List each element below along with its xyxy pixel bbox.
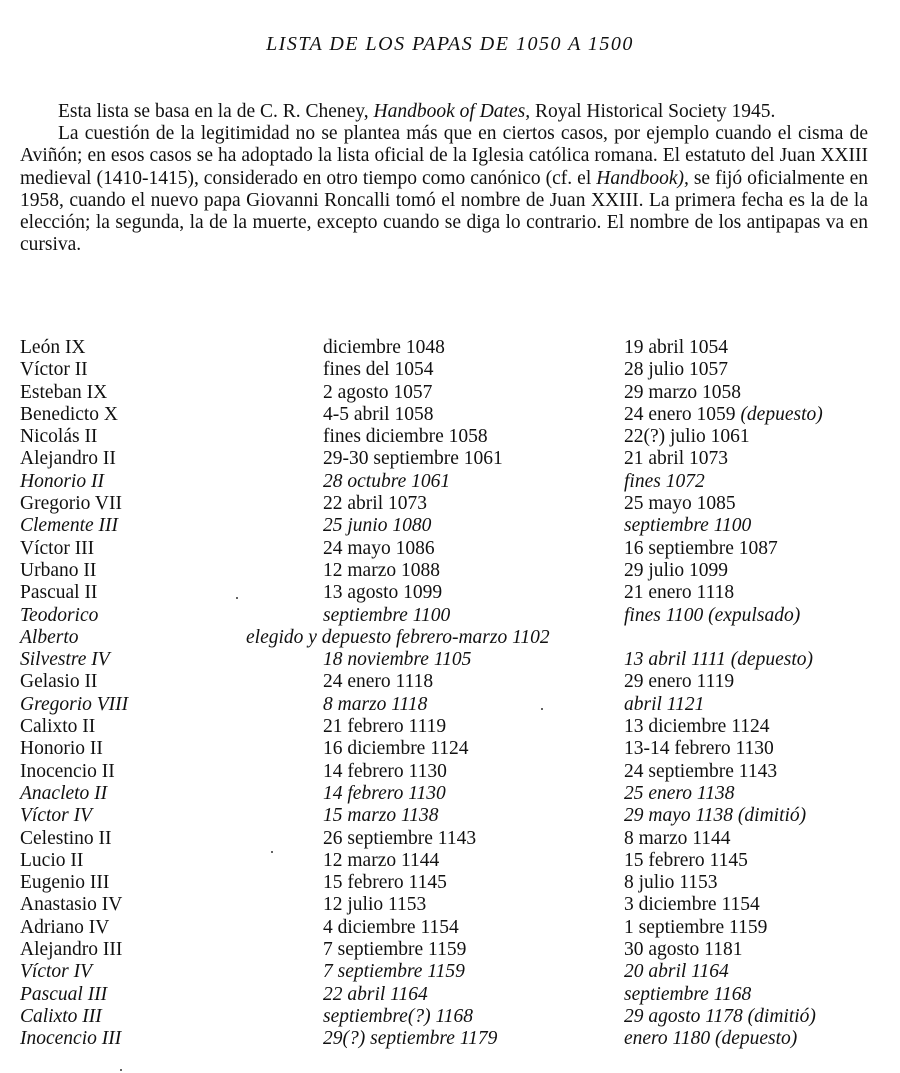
pope-start-date: diciembre 1048 (323, 337, 445, 358)
pope-name: Honorio II (20, 738, 103, 760)
pope-name: Calixto III (20, 1005, 102, 1027)
pope-end-date (624, 538, 778, 560)
pope-row (0, 671, 900, 693)
pope-row (0, 1028, 900, 1050)
pope-start-date: 22 abril 1073 (323, 493, 427, 515)
pope-name: Gregorio VIII (20, 693, 129, 715)
pope-name: Gelasio II (20, 671, 98, 693)
pope-end-date-text: 21 enero 1118 (624, 582, 735, 604)
pope-end-date (624, 1006, 816, 1028)
pope-name: Celestino II (20, 827, 112, 849)
pope-name: Clemente III (20, 515, 118, 537)
pope-end-note: (depuesto) (740, 403, 823, 425)
pope-row (0, 1006, 900, 1028)
pope-end-date (624, 961, 729, 983)
pope-end-date-text: 29 agosto 1178 (dimitió) (624, 1005, 816, 1027)
intro-p1-text-c: Royal Historical Society 1945. (530, 101, 776, 122)
pope-end-date-text: 1 septiembre 1159 (624, 916, 768, 938)
pope-end-date (624, 582, 734, 604)
pope-start-date: 29(?) septiembre 1179 (323, 1028, 498, 1050)
pope-start-date: 29-30 septiembre 1061 (323, 448, 503, 470)
pope-end-date-text: 24 septiembre 1143 (624, 760, 778, 782)
pope-row (0, 872, 900, 894)
pope-end-date-text: septiembre 1100 (624, 515, 752, 537)
pope-end-date (624, 426, 750, 448)
pope-row (0, 605, 900, 627)
pope-name: Nicolás II (20, 426, 98, 448)
pope-name: Pascual III (20, 983, 108, 1005)
pope-end-date-text: 29 mayo 1138 (dimitió) (624, 805, 807, 827)
pope-row (0, 404, 900, 426)
pope-end-date-text: septiembre 1168 (624, 983, 752, 1005)
pope-name: Inocencio II (20, 760, 115, 782)
pope-end-date-text: fines 1072 (624, 470, 705, 492)
pope-end-date (624, 359, 728, 381)
intro-p1-text-a: Esta lista se basa en la de C. R. Cheney, (58, 101, 374, 122)
pope-end-date (624, 694, 704, 716)
pope-name: Víctor II (20, 359, 88, 381)
pope-row (0, 560, 900, 582)
pope-row (0, 716, 900, 738)
pope-start-date: 7 septiembre 1159 (323, 961, 465, 983)
pope-end-date-text: 19 abril 1054 (624, 337, 728, 358)
pope-end-date (624, 1028, 797, 1050)
pope-end-date (624, 917, 767, 939)
pope-row (0, 783, 900, 805)
print-speck (236, 597, 238, 599)
pope-end-date-text: 30 agosto 1181 (624, 939, 743, 961)
print-speck (120, 1069, 122, 1071)
pope-start-date: elegido y depuesto febrero-marzo 1102 (246, 626, 550, 648)
pope-name: Benedicto X (20, 403, 119, 425)
pope-name: Alberto (20, 626, 79, 648)
pope-end-date (624, 761, 777, 783)
pope-name: Honorio II (20, 470, 104, 492)
pope-start-date: 25 junio 1080 (323, 515, 432, 537)
pope-start-date: fines del 1054 (323, 359, 434, 381)
pope-end-date-text: 13 abril 1111 (depuesto) (624, 649, 814, 671)
pope-row (0, 382, 900, 404)
pope-name: Anastasio IV (20, 894, 123, 916)
pope-end-date (624, 984, 751, 1006)
pope-end-date (624, 649, 813, 671)
pope-name: Calixto II (20, 716, 96, 738)
pope-start-date: 12 julio 1153 (323, 894, 427, 916)
pope-name: Anacleto II (20, 782, 108, 804)
pope-row (0, 627, 900, 649)
pope-name: Eugenio III (20, 872, 110, 894)
page-title: LISTA DE LOS PAPAS DE 1050 A 1500 (266, 33, 634, 55)
print-speck (271, 851, 273, 853)
pope-row (0, 471, 900, 493)
pope-end-date-text: 25 mayo 1085 (624, 493, 736, 515)
pope-end-date (624, 471, 705, 493)
pope-name: Alejandro II (20, 448, 116, 470)
pope-start-date: 2 agosto 1057 (323, 381, 433, 403)
pope-end-date-text: abril 1121 (624, 693, 705, 715)
pope-start-date: 4-5 abril 1058 (323, 403, 434, 425)
pope-start-date: 18 noviembre 1105 (323, 649, 472, 671)
print-speck (541, 708, 543, 710)
pope-end-date (624, 605, 800, 627)
pope-end-date-text: 13 diciembre 1124 (624, 716, 770, 738)
pope-end-date (624, 738, 774, 760)
pope-row (0, 805, 900, 827)
pope-start-date: 21 febrero 1119 (323, 716, 447, 738)
pope-row (0, 337, 900, 359)
pope-name: León IX (20, 337, 86, 358)
pope-end-date (624, 828, 731, 850)
pope-start-date: fines diciembre 1058 (323, 426, 488, 448)
pope-end-date (624, 448, 728, 470)
intro-text (20, 101, 868, 256)
pope-row (0, 917, 900, 939)
pope-start-date: 15 marzo 1138 (323, 805, 439, 827)
pope-start-date: 12 marzo 1144 (323, 849, 440, 871)
pope-start-date: 22 abril 1164 (323, 983, 428, 1005)
pope-end-date-text: 29 enero 1119 (624, 671, 735, 693)
pope-end-date-text: 29 julio 1099 (624, 559, 729, 581)
pope-start-date: 4 diciembre 1154 (323, 916, 459, 938)
pope-row (0, 894, 900, 916)
pope-start-date: 26 septiembre 1143 (323, 827, 477, 849)
pope-end-date (624, 872, 718, 894)
pope-end-date-text: 20 abril 1164 (624, 961, 729, 983)
pope-row (0, 761, 900, 783)
pope-end-date-text: 8 marzo 1144 (624, 827, 731, 849)
pope-end-date-text: 16 septiembre 1087 (624, 537, 778, 559)
pope-start-date: 12 marzo 1088 (323, 559, 440, 581)
pope-end-date-text: 15 febrero 1145 (624, 849, 748, 871)
pope-row (0, 828, 900, 850)
pope-start-date: 28 octubre 1061 (323, 470, 451, 492)
pope-row (0, 649, 900, 671)
pope-name: Víctor IV (20, 805, 93, 827)
pope-start-date: 7 septiembre 1159 (323, 939, 467, 961)
pope-row (0, 515, 900, 537)
pope-row (0, 961, 900, 983)
pope-start-date: 8 marzo 1118 (323, 693, 428, 715)
pope-start-date: 16 diciembre 1124 (323, 738, 469, 760)
pope-end-date (624, 783, 734, 805)
pope-start-date: septiembre 1100 (323, 604, 451, 626)
pope-start-date: 24 mayo 1086 (323, 537, 435, 559)
pope-row (0, 850, 900, 872)
pope-end-date (624, 716, 770, 738)
pope-row (0, 939, 900, 961)
pope-end-date-text: 25 enero 1138 (624, 782, 735, 804)
pope-end-date-text: 21 abril 1073 (624, 448, 728, 470)
pope-start-date: septiembre(?) 1168 (323, 1005, 474, 1027)
pope-start-date: 14 febrero 1130 (323, 760, 447, 782)
pope-end-date (624, 805, 806, 827)
pope-row (0, 493, 900, 515)
pope-end-date-text: 28 julio 1057 (624, 359, 729, 381)
pope-row (0, 694, 900, 716)
pope-end-date-text: 29 marzo 1058 (624, 381, 741, 403)
pope-start-date: 24 enero 1118 (323, 671, 434, 693)
pope-end-date-text: 8 julio 1153 (624, 872, 718, 894)
pope-row (0, 448, 900, 470)
pope-name: Teodorico (20, 604, 99, 626)
intro-p1-book-title: Handbook of Dates, (373, 101, 531, 122)
popes-list (0, 337, 900, 1051)
pope-start-date: 15 febrero 1145 (323, 872, 447, 894)
intro-p2-book-title: Handbook), (596, 167, 689, 189)
pope-start-date: 13 agosto 1099 (323, 582, 443, 604)
pope-end-date (624, 560, 728, 582)
pope-row (0, 426, 900, 448)
pope-end-date (624, 515, 751, 537)
pope-name: Pascual II (20, 582, 98, 604)
pope-row (0, 984, 900, 1006)
intro-p2-text-c: se fijó oficialmente en 1958, cuando el nuevo papa Giovanni Roncalli tomó el nombre de Juan XXIII. La primera fecha es la de la elección; la segunda, la de la muerte, excepto cuando se diga lo contrario. El nombre de los antipapas va en cursiva. (20, 167, 868, 256)
pope-name: Silvestre IV (20, 649, 110, 671)
intro-paragraph-1 (20, 101, 868, 123)
intro-p2-text-a: La cuestión de la legitimidad no se plantea más que en ciertos casos, por ejemplo cuando el cisma de Aviñón; en esos casos se ha adoptado la lista oficial de la Iglesia católica romana. El estatuto del Juan XXIII medieval (1410-1415), considerado en otro tiempo como canónico (cf. el (20, 123, 868, 189)
pope-row (0, 582, 900, 604)
pope-end-date-text: 3 diciembre 1154 (624, 894, 760, 916)
pope-end-date (624, 404, 823, 426)
pope-end-date-text: 13-14 febrero 1130 (624, 738, 774, 760)
pope-name: Adriano IV (20, 916, 110, 938)
pope-end-date (624, 671, 734, 693)
pope-name: Víctor III (20, 537, 95, 559)
pope-row (0, 738, 900, 760)
intro-paragraph-2 (20, 123, 868, 256)
pope-end-date-text: fines 1100 (expulsado) (624, 604, 801, 626)
pope-end-date (624, 337, 728, 359)
pope-name: Inocencio III (20, 1028, 122, 1050)
pope-end-date (624, 493, 736, 515)
pope-name: Lucio II (20, 849, 84, 871)
pope-end-date-text: 22(?) julio 1061 (624, 426, 750, 448)
pope-name: Esteban IX (20, 381, 108, 403)
pope-name: Alejandro III (20, 939, 123, 961)
pope-end-date-text: 24 enero 1059 (624, 403, 736, 425)
pope-name: Urbano II (20, 559, 97, 581)
pope-name: Víctor IV (20, 961, 93, 983)
pope-end-date (624, 894, 760, 916)
pope-end-date (624, 939, 742, 961)
pope-end-date (624, 382, 741, 404)
pope-row (0, 538, 900, 560)
pope-start-date: 14 febrero 1130 (323, 782, 446, 804)
pope-row (0, 359, 900, 381)
pope-end-date (624, 850, 748, 872)
pope-name: Gregorio VII (20, 493, 122, 515)
pope-end-date-text: enero 1180 (depuesto) (624, 1028, 798, 1050)
